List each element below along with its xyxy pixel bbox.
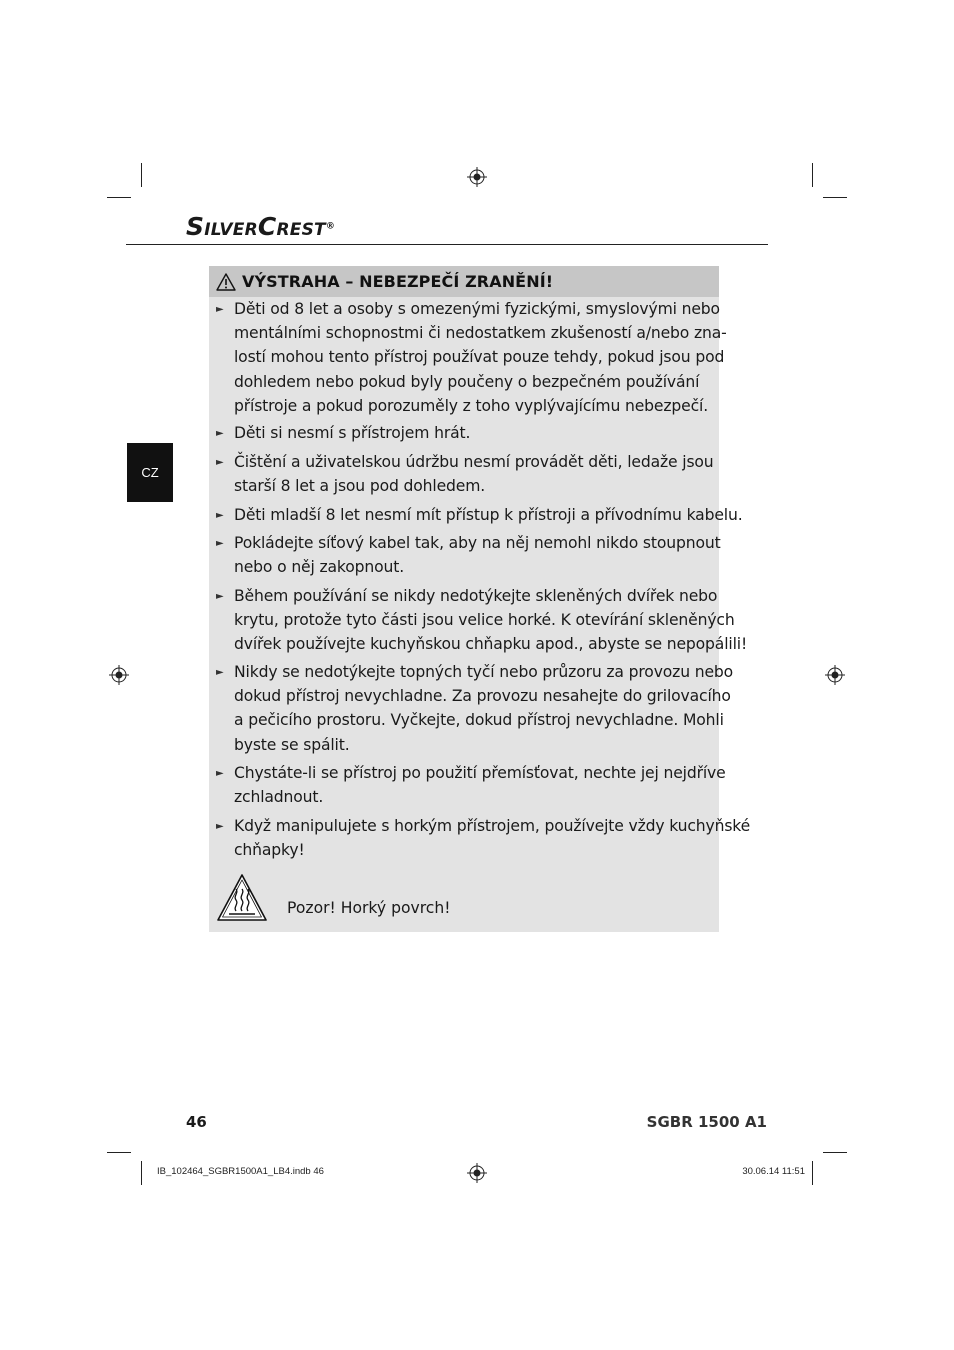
bullet-arrow-icon: ► [216, 821, 224, 832]
crop-mark [812, 1161, 813, 1185]
crop-mark [107, 197, 131, 198]
warning-text-line: starší 8 let a jsou pod dohledem. [234, 477, 486, 496]
crop-mark [823, 1152, 847, 1153]
warning-text-line: Když manipulujete s horkým přístrojem, používejte vždy kuchyňské [234, 817, 751, 835]
bullet-arrow-icon: ► [216, 538, 224, 549]
warning-text-line: a pečicího prostoru. Vyčkejte, dokud přístroj nevychladne. Mohli [234, 711, 724, 730]
bullet-arrow-icon: ► [216, 457, 224, 468]
brand-letters: ILVER [204, 220, 258, 240]
warning-text-line: Chystáte-li se přístroj po použití přemísťovat, nechte jej nejdříve [234, 764, 726, 782]
warning-triangle-icon [216, 273, 236, 291]
header-rule [126, 244, 768, 245]
warning-title: VÝSTRAHA – NEBEZPEČÍ ZRANĚNÍ! [242, 272, 554, 291]
bullet-arrow-icon: ► [216, 667, 224, 678]
registration-mark-icon [825, 665, 845, 685]
bullet-arrow-icon: ► [216, 304, 224, 315]
warning-text-line: Děti od 8 let a osoby s omezenými fyzickými, smyslovými nebo [234, 300, 720, 318]
warning-text-line: dvířek používejte kuchyňskou chňapku apod., abyste se nepopálili! [234, 635, 748, 654]
brand-logo [186, 212, 335, 241]
hot-surface-icon [216, 872, 268, 924]
warning-text-line: mentálními schopnostmi či nedostatkem zkušeností a/nebo zna- [234, 324, 727, 343]
warning-text-line: Děti si nesmí s přístrojem hrát. [234, 424, 471, 442]
warning-text-line: byste se spálit. [234, 735, 350, 754]
brand-letter: S [186, 212, 205, 241]
registration-mark-icon [467, 1163, 487, 1183]
bullet-arrow-icon: ► [216, 428, 224, 439]
brand-letters: REST [276, 220, 326, 240]
warning-text-line: přístroje a pokud porozuměly z toho vyplývajícímu nebezpečí. [234, 396, 709, 415]
warning-text-line: lostí mohou tento přístroj používat pouze tehdy, pokud jsou pod [234, 348, 725, 367]
crop-mark [141, 1161, 142, 1185]
print-slug-file: IB_102464_SGBR1500A1_LB4.indb 46 [157, 1166, 324, 1177]
brand-letter: C [257, 212, 277, 241]
warning-box [209, 266, 751, 932]
warning-text-line: nebo o něj zakopnout. [234, 558, 405, 577]
crop-mark [812, 163, 813, 187]
warning-text-line: Čištění a uživatelskou údržbu nesmí provádět děti, ledaže jsou [234, 453, 714, 471]
registration-mark-icon [467, 167, 487, 187]
warning-text-line: dohledem nebo pokud byly poučeny o bezpečném používání [234, 372, 700, 391]
bullet-arrow-icon: ► [216, 768, 224, 779]
warning-header [209, 266, 719, 297]
trademark-symbol: ® [325, 221, 336, 232]
warning-text-line: Nikdy se nedotýkejte topných tyčí nebo průzoru za provozu nebo [234, 663, 734, 681]
crop-mark [141, 163, 142, 187]
language-tab: CZ [127, 443, 173, 502]
bullet-arrow-icon: ► [216, 510, 224, 521]
print-slug-date: 30.06.14 11:51 [742, 1166, 805, 1177]
warning-text-line: Pokládejte síťový kabel tak, aby na něj nemohl nikdo stoupnout [234, 534, 721, 552]
warning-text-line: chňapky! [234, 841, 305, 860]
warning-text-line: krytu, protože tyto části jsou velice horké. K otevírání skleněných [234, 611, 735, 630]
warning-text-line: dokud přístroj nevychladne. Za provozu nesahejte do grilovacího [234, 687, 731, 706]
warning-text-line: Děti mladší 8 let nesmí mít přístup k přístroji a přívodnímu kabelu. [234, 506, 743, 524]
hot-surface-caption: Pozor! Horký povrch! [287, 899, 451, 917]
bullet-arrow-icon: ► [216, 591, 224, 602]
warning-text-line: zchladnout. [234, 788, 324, 807]
registration-mark-icon [109, 665, 129, 685]
model-number: SGBR 1500 A1 [646, 1113, 767, 1131]
page-number: 46 [186, 1113, 207, 1131]
warning-text-line: Během používání se nikdy nedotýkejte skleněných dvířek nebo [234, 587, 718, 605]
crop-mark [107, 1152, 131, 1153]
crop-mark [823, 197, 847, 198]
